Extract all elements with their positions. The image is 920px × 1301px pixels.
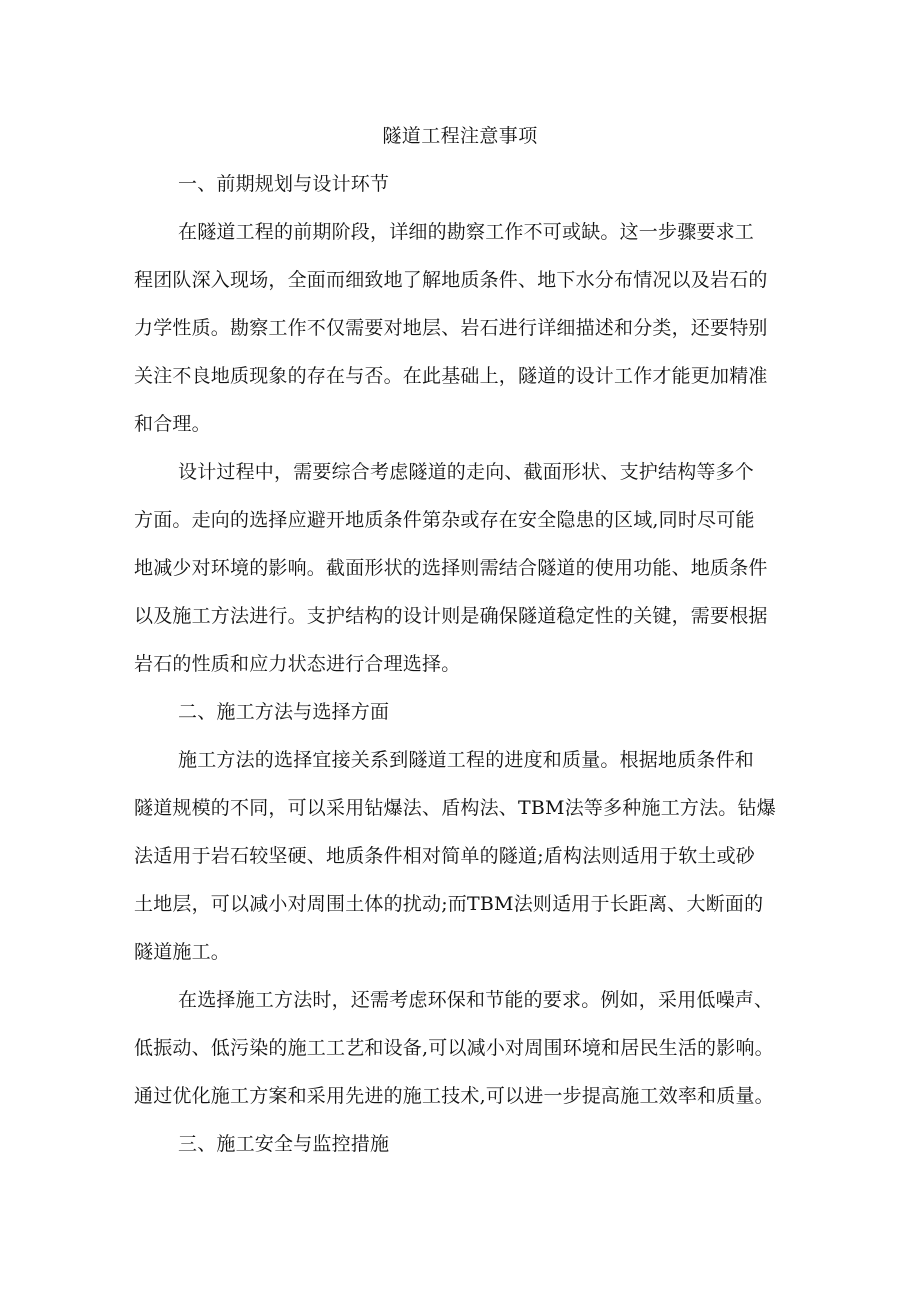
- paragraph-line: 法适用于岩石较坚硬、地质条件相对简单的隧道;盾构法则适用于软土或砂: [134, 845, 756, 867]
- document-title: 隧道工程注意事项: [382, 125, 538, 147]
- paragraph-line: 设计过程中，需要综合考虑隧道的走向、截面形状、支护结构等多个: [178, 461, 755, 483]
- paragraph-line: 以及施工方法进行。支护结构的设计则是确保隧道稳定性的关键，需要根据: [134, 605, 768, 627]
- paragraph-line: 在选择施工方法时，还需考虑环保和节能的要求。例如，采用低噪声、: [178, 989, 774, 1011]
- section-heading-3: 三、施工安全与监控措施: [178, 1133, 390, 1155]
- paragraph-line: 低振动、低污染的施工工艺和设备,可以减小对周围环境和居民生活的影响。: [134, 1037, 774, 1059]
- section-heading-2: 二、施工方法与选择方面: [178, 701, 390, 723]
- paragraph-line: 通过优化施工方案和采用先进的施工技术,可以进一步提高施工效率和质量。: [134, 1085, 774, 1107]
- paragraph-line: 土地层，可以减小对周围土体的扰动;而TBM法则适用于长距离、大断面的: [134, 893, 764, 915]
- paragraph-line: 在隧道工程的前期阶段，详细的勘察工作不可或缺。这一步骤要求工: [178, 221, 755, 243]
- paragraph-line: 岩石的性质和应力状态进行合理选择。: [134, 653, 461, 675]
- paragraph-line: 方面。走向的选择应避开地质条件第杂或存在安全隐患的区域,同时尽可能: [134, 509, 755, 531]
- section-heading-1: 一、前期规划与设计环节: [178, 173, 390, 195]
- paragraph-line: 关注不良地质现象的存在与否。在此基础上，隧道的设计工作才能更加精准: [134, 365, 768, 387]
- paragraph-line: 和合理。: [134, 413, 211, 435]
- paragraph-line: 隧道施工。: [134, 941, 231, 963]
- paragraph-line: 力学性质。勘察工作不仅需要对地层、岩石进行详细描述和分类，还要特别: [134, 317, 768, 339]
- paragraph-line: 施工方法的选择宜接关系到隧道工程的进度和质量。根据地质条件和: [178, 749, 755, 771]
- paragraph-line: 程团队深入现场，全面而细致地了解地质条件、地下水分布情况以及岩石的: [134, 269, 768, 291]
- paragraph-line: 地减少对环境的影响。截面形状的选择则需结合隧道的使用功能、地质条件: [134, 557, 768, 579]
- paragraph-line: 隧道规模的不同，可以采用钻爆法、盾构法、TBM法等多种施工方法。钻爆: [134, 797, 776, 819]
